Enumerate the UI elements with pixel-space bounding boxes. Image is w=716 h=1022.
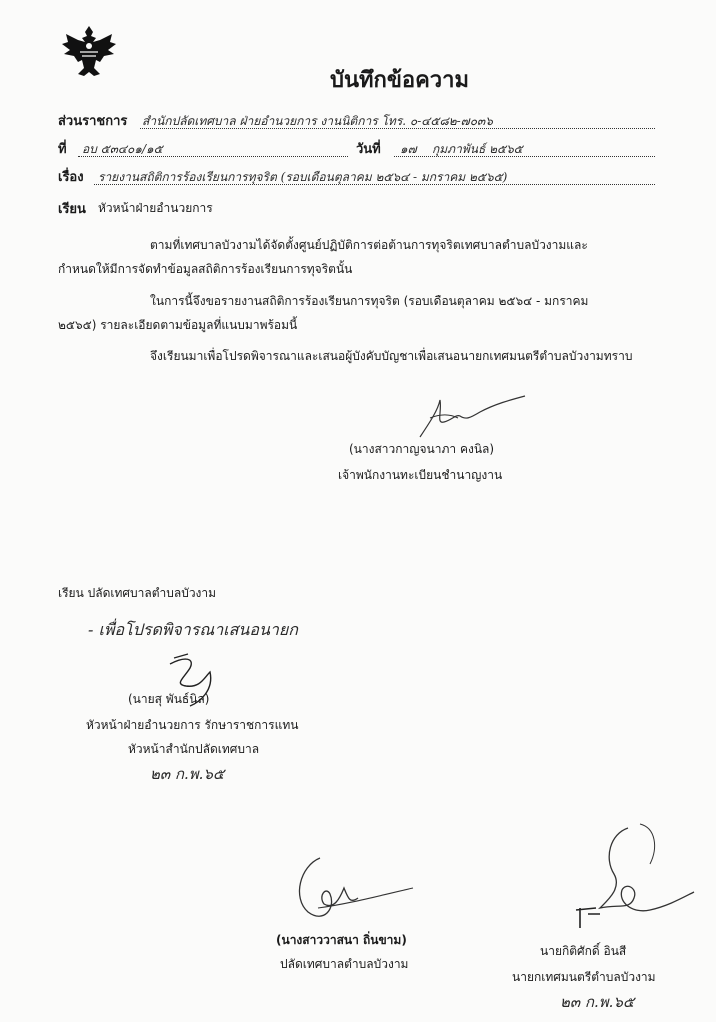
palad-position: ปลัดเทศบาลตำบลบัวงาม <box>280 957 409 971</box>
endorse-position-1: หัวหน้าฝ่ายอำนวยการ รักษาราชการแทน <box>86 718 299 732</box>
signature-palad <box>278 848 428 928</box>
mayor-position: นายกเทศมนตรีตำบลบัวงาม <box>512 970 656 984</box>
signer1-position: เจ้าพนักงานทะเบียนชำนาญงาน <box>338 468 503 482</box>
endorse-name: (นายสุ พันธ์นิล) <box>128 692 210 706</box>
subject-label: เรื่อง <box>58 170 84 185</box>
ref-label: ที่ <box>58 142 67 157</box>
paragraph-2-line-2: ๒๕๖๕) รายละเอียดตามข้อมูลที่แนบมาพร้อมนี้ <box>58 318 298 332</box>
mayor-name: นายกิติศักดิ์ อินสี <box>540 944 627 958</box>
paragraph-1-line-1: ตามที่เทศบาลบัวงามได้จัดตั้งศูนย์ปฏิบัติการต่อต้านการทุจริตเทศบาลตำบลบัวงามและ <box>150 238 588 252</box>
palad-name: (นางสาววาสนา ถิ่นขาม) <box>276 933 407 947</box>
endorse-handwritten-note: - เพื่อโปรดพิจารณาเสนอนายก <box>88 620 298 639</box>
endorse-position-2: หัวหน้าสำนักปลัดเทศบาล <box>128 742 260 756</box>
memo-title: บันทึกข้อความ <box>330 68 470 93</box>
agency-label: ส่วนราชการ <box>58 114 128 129</box>
to-value: หัวหน้าฝ่ายอำนวยการ <box>98 201 213 215</box>
endorse-date: ๒๓ ก.พ.๖๕ <box>150 765 225 783</box>
endorse-to-line: เรียน ปลัดเทศบาลตำบลบัวงาม <box>58 586 217 600</box>
mayor-date: ๒๓ ก.พ.๖๕ <box>560 993 635 1011</box>
to-label: เรียน <box>58 202 86 217</box>
ref-value: อบ ๕๓๔๐๑/๑๕ <box>82 142 163 156</box>
agency-value: สำนักปลัดเทศบาล ฝ่ายอำนวยการ งานนิติการ โทร. ๐-๔๕๘๒-๗๐๓๖ <box>142 114 493 128</box>
garuda-emblem-icon <box>60 22 118 80</box>
paragraph-1-line-2: กำหนดให้มีการจัดทำข้อมูลสถิติการร้องเรียนการทุจริตนั้น <box>58 262 353 276</box>
signature-mayor <box>560 818 700 938</box>
paragraph-3: จึงเรียนมาเพื่อโปรดพิจารณาและเสนอผู้บังคับบัญชาเพื่อเสนอนายกเทศมนตรีตำบลบัวงามทราบ <box>150 349 633 363</box>
signer1-name: (นางสาวกาญจนาภา คงนิล) <box>349 442 495 456</box>
paragraph-2-line-1: ในการนี้จึงขอรายงานสถิติการร้องเรียนการทุจริต (รอบเดือนตุลาคม ๒๕๖๔ - มกราคม <box>150 294 589 308</box>
signature-signer1 <box>400 392 530 442</box>
subject-value: รายงานสถิติการร้องเรียนการทุจริต (รอบเดือนตุลาคม ๒๕๖๔ - มกราคม ๒๕๖๕) <box>98 170 508 184</box>
date-month-year: กุมภาพันธ์ ๒๕๖๕ <box>432 142 523 156</box>
date-day: ๑๗ <box>400 142 417 156</box>
date-label: วันที่ <box>356 142 381 157</box>
